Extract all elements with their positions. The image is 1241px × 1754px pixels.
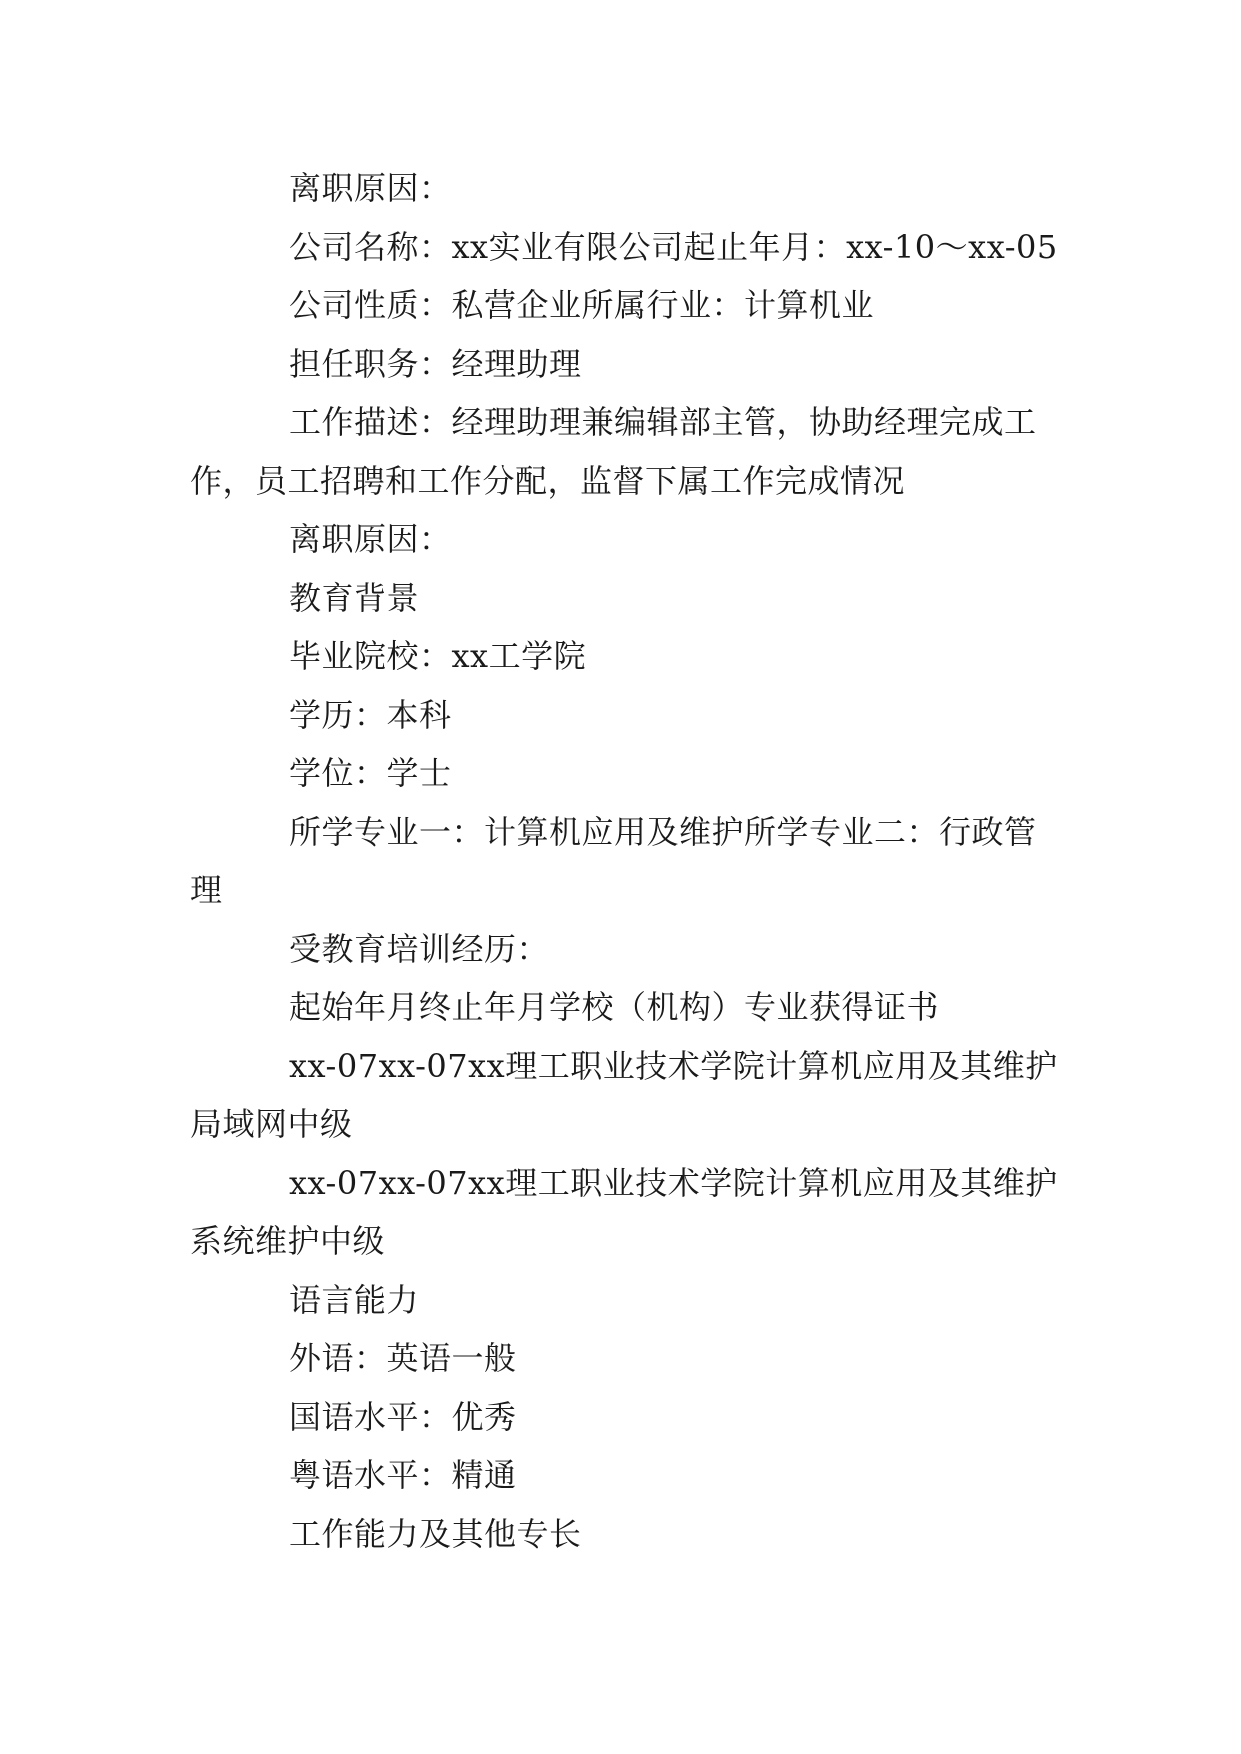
paragraph-school: 毕业院校：xx工学院 bbox=[289, 637, 587, 675]
section-heading-education: 教育背景 bbox=[289, 578, 420, 617]
paragraph-company-nature: 公司性质：私营企业所属行业：计算机业 bbox=[289, 286, 875, 324]
paragraph-degree: 学位：学士 bbox=[289, 754, 452, 792]
paragraph-training-header: 起始年月终止年月学校（机构）专业获得证书 bbox=[289, 988, 940, 1026]
paragraph-foreign-language: 外语：英语一般 bbox=[289, 1339, 517, 1377]
paragraph-cantonese-level: 粤语水平：精通 bbox=[289, 1456, 517, 1494]
section-heading-language: 语言能力 bbox=[289, 1280, 420, 1319]
paragraph-company-name: 公司名称：xx实业有限公司起止年月：xx-10～xx-05 bbox=[289, 227, 1058, 266]
paragraph-training-entry-1: xx-07xx-07xx理工职业技术学院计算机应用及其维护局域网中级 bbox=[190, 1046, 1058, 1143]
paragraph-training-entry-2: xx-07xx-07xx理工职业技术学院计算机应用及其维护系统维护中级 bbox=[190, 1163, 1058, 1260]
section-heading-skills: 工作能力及其他专长 bbox=[289, 1514, 582, 1553]
paragraph-mandarin-level: 国语水平：优秀 bbox=[289, 1397, 517, 1436]
paragraph-leave-reason-1: 离职原因： bbox=[289, 169, 452, 207]
paragraph-majors: 所学专业一：计算机应用及维护所学专业二：行政管理 bbox=[190, 812, 1037, 909]
paragraph-leave-reason-2: 离职原因： bbox=[289, 520, 452, 558]
paragraph-training-label: 受教育培训经历： bbox=[289, 929, 550, 968]
document-body bbox=[190, 159, 1058, 1563]
paragraph-job-description: 工作描述：经理助理兼编辑部主管，协助经理完成工作，员工招聘和工作分配，监督下属工作完成情况 bbox=[190, 403, 1037, 500]
paragraph-degree-level: 学历：本科 bbox=[289, 695, 452, 734]
paragraph-position: 担任职务：经理助理 bbox=[289, 344, 582, 383]
